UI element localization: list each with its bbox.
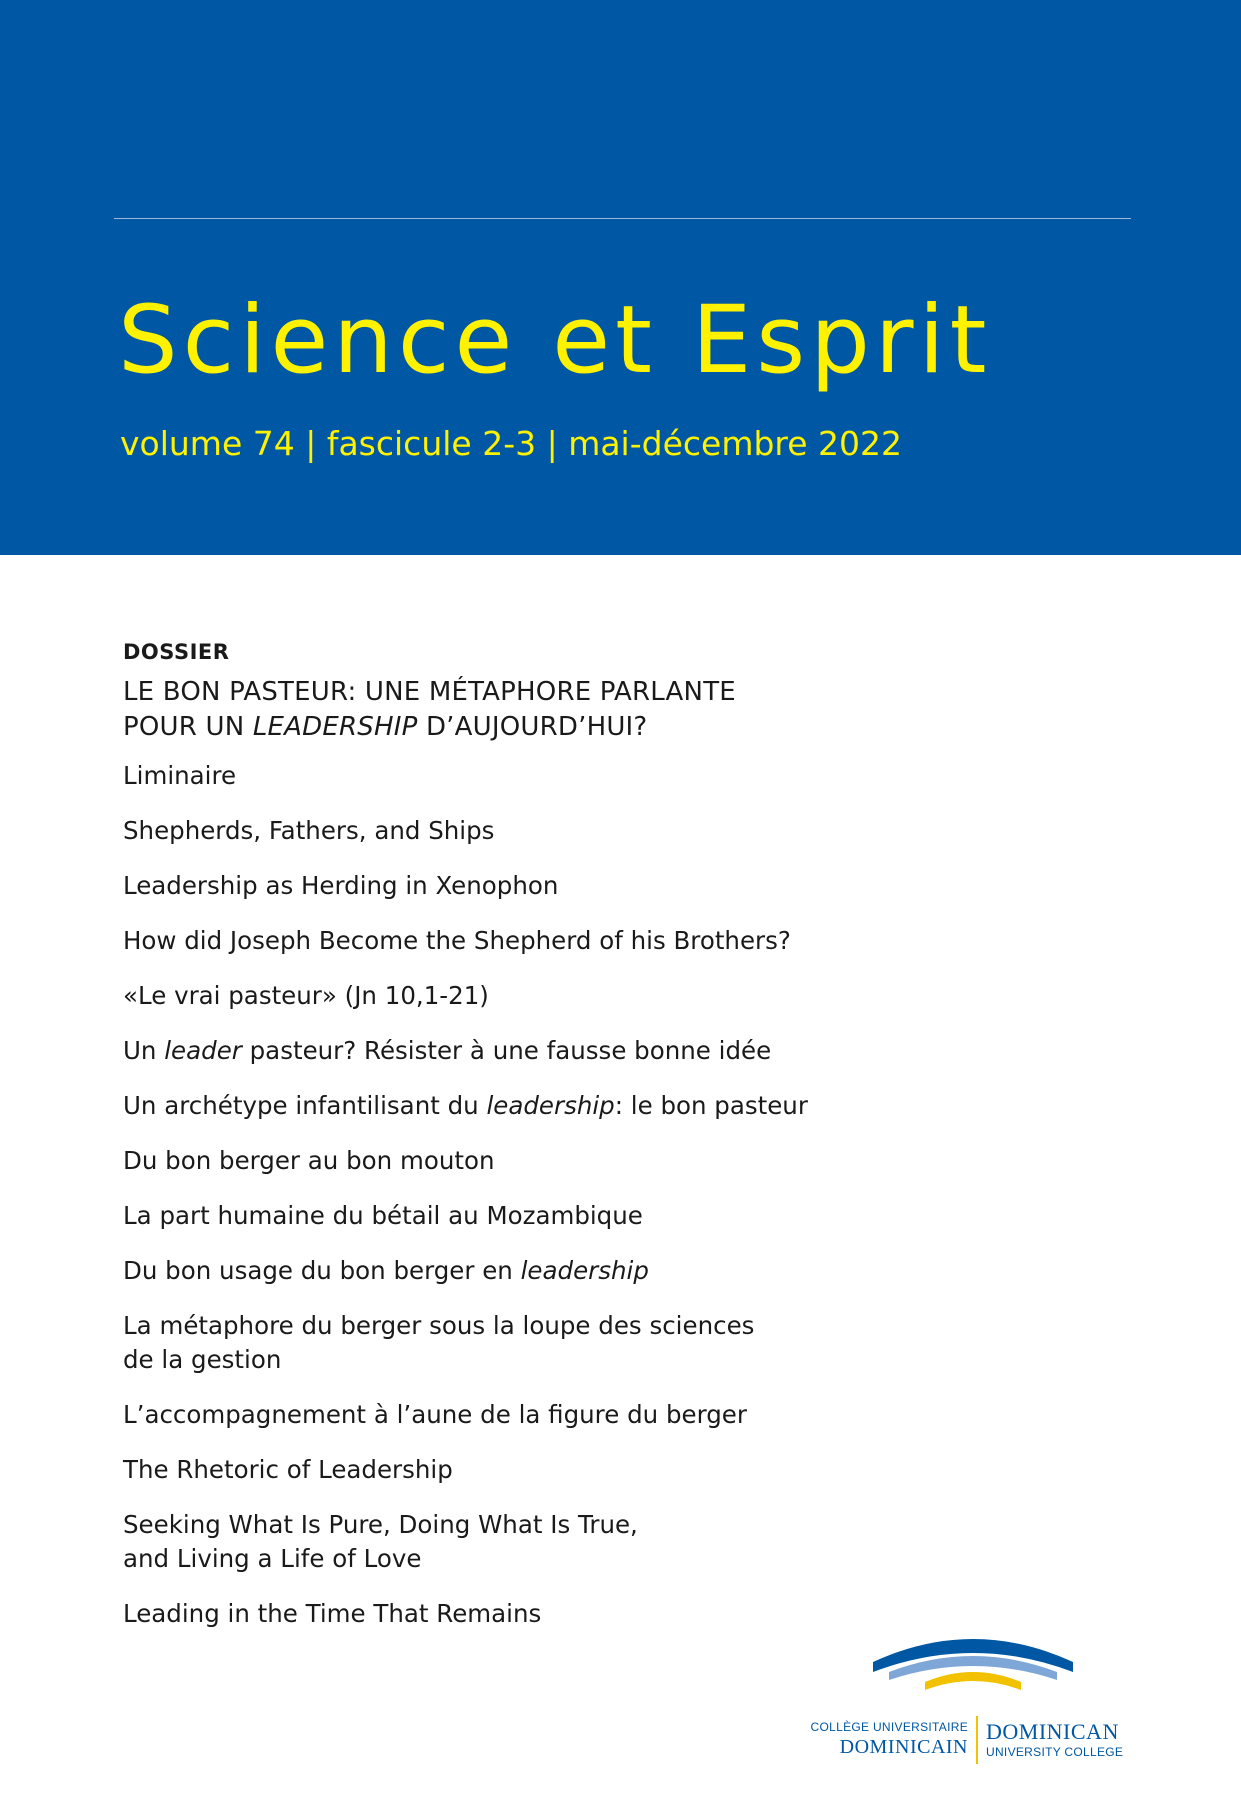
dossier-title bbox=[123, 675, 903, 745]
dossier-title-emphasis: LEADERSHIP bbox=[252, 712, 418, 742]
article-title-part: Du bon usage du bon berger en bbox=[123, 1256, 521, 1285]
article-item: The Rhetoric of Leadership bbox=[123, 1455, 453, 1484]
cover-header-band bbox=[0, 0, 1241, 555]
article-title-line: and Living a Life of Love bbox=[123, 1544, 422, 1573]
article-title-part: : le bon pasteur bbox=[614, 1091, 808, 1120]
article-title-emphasis: leadership bbox=[486, 1091, 615, 1120]
table-of-contents bbox=[123, 637, 903, 1652]
article-title-part: pasteur? Résister à une fausse bonne idée bbox=[241, 1036, 772, 1065]
logo-french-name bbox=[808, 1720, 968, 1759]
dossier-title-line-2 bbox=[123, 710, 903, 745]
header-divider-line bbox=[114, 218, 1131, 219]
article-item bbox=[123, 1034, 903, 1068]
article-item: Liminaire bbox=[123, 761, 237, 790]
article-item bbox=[123, 1089, 903, 1123]
article-item bbox=[123, 1254, 903, 1288]
article-item: How did Joseph Become the Shepherd of his Brothers? bbox=[123, 926, 791, 955]
article-item: «Le vrai pasteur» (Jn 10,1-21) bbox=[123, 981, 489, 1010]
logo-en-big: DOMINICAN bbox=[986, 1719, 1119, 1744]
arch-logo-icon bbox=[863, 1628, 1083, 1698]
dossier-title-part: D’AUJOURD’HUI? bbox=[417, 712, 648, 742]
dossier-title-part: POUR UN bbox=[123, 712, 253, 742]
article-item: La part humaine du bétail au Mozambique bbox=[123, 1201, 643, 1230]
article-item bbox=[123, 1309, 903, 1377]
journal-title: Science et Esprit bbox=[118, 286, 992, 395]
dossier-title-line-1: LE BON PASTEUR: UNE MÉTAPHORE PARLANTE bbox=[123, 677, 736, 707]
logo-en-small: UNIVERSITY COLLEGE bbox=[986, 1745, 1124, 1759]
article-title-line: Seeking What Is Pure, Doing What Is True, bbox=[123, 1510, 638, 1539]
article-title-part: Un archétype infantilisant du bbox=[123, 1091, 487, 1120]
logo-fr-small: COLLÈGE UNIVERSITAIRE bbox=[810, 1720, 968, 1734]
logo-english-name bbox=[986, 1720, 1123, 1760]
logo-arch-yellow bbox=[925, 1672, 1021, 1690]
article-title-emphasis: leader bbox=[164, 1036, 242, 1065]
article-list bbox=[123, 759, 903, 1631]
logo-divider bbox=[976, 1716, 978, 1764]
article-item: Du bon berger au bon mouton bbox=[123, 1146, 495, 1175]
article-title-part: Un bbox=[123, 1036, 165, 1065]
issue-info: volume 74 | fascicule 2-3 | mai-décembre 2022 bbox=[120, 424, 903, 463]
article-item: Leading in the Time That Remains bbox=[123, 1599, 542, 1628]
college-logo bbox=[808, 1628, 1138, 1778]
logo-fr-big: DOMINICAIN bbox=[839, 1736, 968, 1758]
article-title-line: La métaphore du berger sous la loupe des sciences bbox=[123, 1311, 755, 1340]
article-item: Leadership as Herding in Xenophon bbox=[123, 871, 559, 900]
section-label: DOSSIER bbox=[123, 640, 230, 664]
article-item bbox=[123, 1508, 903, 1576]
article-title-emphasis: leadership bbox=[520, 1256, 649, 1285]
article-item: L’accompagnement à l’aune de la figure du berger bbox=[123, 1400, 747, 1429]
article-title-line: de la gestion bbox=[123, 1345, 282, 1374]
article-item: Shepherds, Fathers, and Ships bbox=[123, 816, 495, 845]
logo-arch-dark bbox=[873, 1639, 1073, 1672]
